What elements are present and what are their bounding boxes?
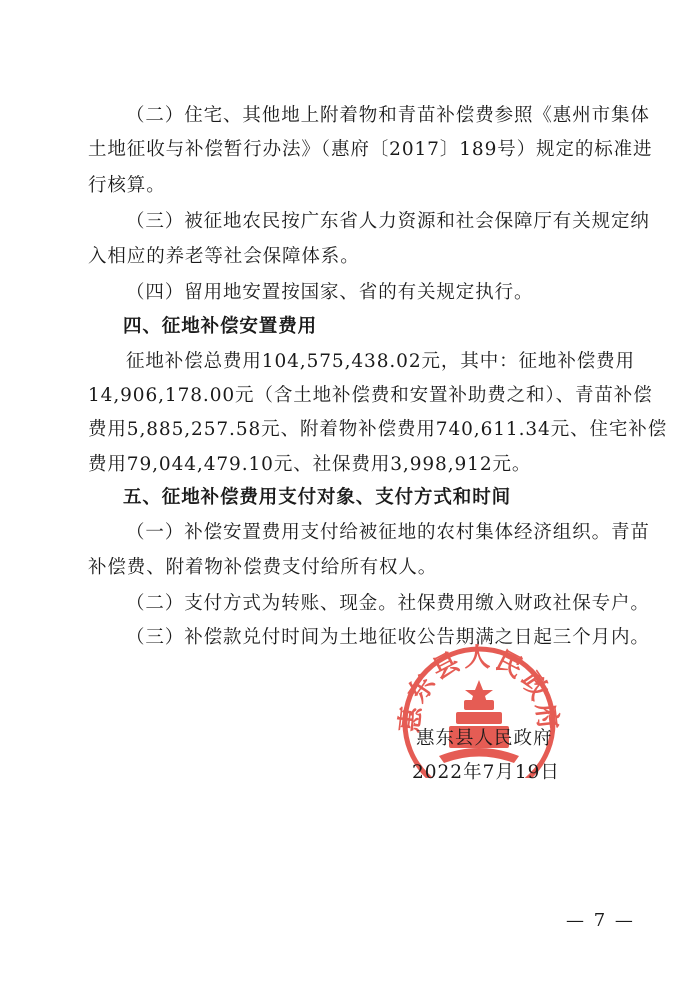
paragraph-line: 行核算。 (88, 175, 166, 196)
section-heading: 五、征地补偿费用支付对象、支付方式和时间 (123, 487, 512, 508)
paragraph-line: （三）补偿款兑付时间为土地征收公告期满之日起三个月内。 (126, 627, 650, 648)
page-number: — 7 — (566, 910, 635, 931)
official-seal (394, 628, 564, 778)
seal-text: 惠东县人民政府 (394, 643, 564, 735)
paragraph-line: 入相应的养老等社会保障体系。 (88, 246, 360, 267)
paragraph-line: （二）住宅、其他地上附着物和青苗补偿费参照《惠州市集体 (126, 105, 650, 126)
signing-date: 2022年7月19日 (412, 762, 560, 783)
section-heading: 四、征地补偿安置费用 (123, 316, 318, 337)
signing-organization: 惠东县人民政府 (416, 728, 553, 749)
paragraph-line: 费用79,044,479.10元、社保费用3,998,912元。 (88, 454, 532, 475)
paragraph-line: 补偿费、附着物补偿费支付给所有权人。 (88, 557, 438, 578)
paragraph-line: （一）补偿安置费用支付给被征地的农村集体经济组织。青苗 (126, 522, 650, 543)
paragraph-line: 14,906,178.00元（含土地补偿费和安置补助费之和）、青苗补偿 (88, 385, 653, 406)
paragraph-line: （四）留用地安置按国家、省的有关规定执行。 (126, 282, 534, 303)
paragraph-line: 费用5,885,257.58元、附着物补偿费用740,611.34元、住宅补偿 (88, 419, 668, 440)
paragraph-line: 征地补偿总费用104,575,438.02元，其中：征地补偿费用 (126, 351, 635, 372)
paragraph-line: （二）支付方式为转账、现金。社保费用缴入财政社保专户。 (126, 593, 650, 614)
paragraph-line: （三）被征地农民按广东省人力资源和社会保障厅有关规定纳 (126, 211, 650, 232)
paragraph-line: 土地征收与补偿暂行办法》（惠府〔2017〕189号）规定的标准进 (88, 139, 653, 160)
